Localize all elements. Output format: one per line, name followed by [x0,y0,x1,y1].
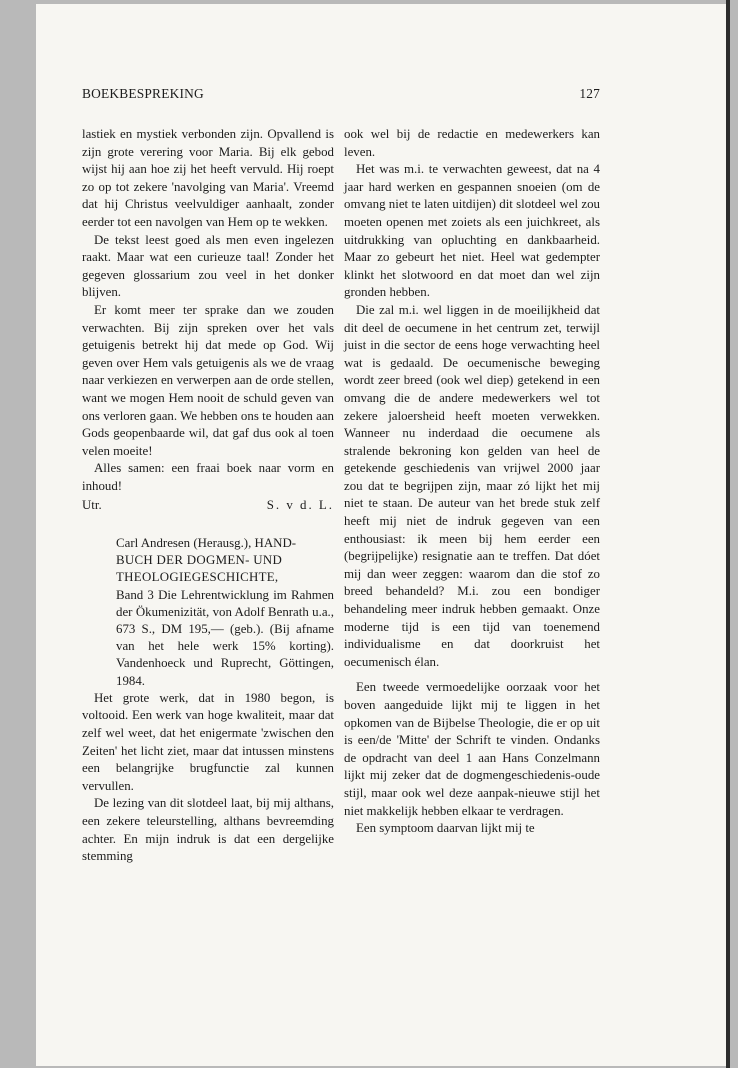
page-edge-shadow [726,0,730,1068]
review-author-line: Carl Andresen (Herausg.), HAND- [116,536,297,551]
page-number: 127 [579,86,600,101]
paragraph: Er komt meer ter sprake dan we zouden verwachten. Bij zijn spreken over het vals getuigenis betrekt hij dat mede op God. Wij geven over Hem vals getuigenis als we de vraag naar verkiezen en verwerpen aan de orde stellen, want we mogen Hem nooit de schuld geven van ons verloren gaan. We hebben ons te houden aan Gods geopenbaarde wil, dat gaf dus ook al toen velen moeite! [82,302,334,458]
paragraph: lastiek en mystiek verbonden zijn. Opvallend is zijn grote verering voor Maria. Bij elk gebod wijst hij aan hoe zij het heeft vervuld. Hij roept zo op tot zekere 'navolging van Maria'. Vreemd dat hij Christus veelvuldiger aanhaalt, zonder eerder tot een navolgen van Hem op te wekken. [82,127,334,229]
book-review-entry [116,535,334,690]
signature-initials: S. v d. L. [266,498,334,513]
paragraph: Die zal m.i. wel liggen in de moeilijkheid dat dit deel de oecumene in het centrum zet, terwijl juist in die sector de eens hoge verwachting heel wat is gedaald. De oecumenische beweging wordt zeer breed (ook wel diep) getekend in een omvang die de andere medewerkers wel tot zekere jaloersheid heeft moeten verwekken. Wanneer nu inderdaad die oecumene als stralende bekroning kon gelden van heel de getekende geschiedenis van vrijwel 2000 jaar zou dat te begrijpen zijn, maar zó lijkt het mij niet te staan. De auteur van het brede stuk zelf heeft mij niet de indruk gegeven van een enthousiast: ik meen bij hem eerder een (begrijpelijke) resignatie aan te treffen. Dat dóet mij dan weer zeggen: waarom dan die stof zo breed behandeld? M.i. zou een bondiger behandeling meer indruk hebben gemaakt. Onze moderne tijd is een tijd van toenemend individualisme en dat doorkruist het oecumenisch élan. [344,302,600,669]
paragraph: Alles samen: een fraai boek naar vorm en inhoud! [82,461,334,493]
section-title: BOEKBESPREKING [82,86,204,101]
paragraph: ook wel bij de redactie en medewerkers kan leven. [344,127,600,159]
review-title-line: BUCH DER DOGMEN- UND [116,553,283,568]
reviewer-signature [82,497,334,515]
paragraph: Een tweede vermoedelijke oorzaak voor het boven aangeduide lijkt mij te liggen in het opkomen van de Bijbelse Theologie, die er op uit is een/de 'Mitte' der Schrift te vinden. Ondanks de opdracht van deel 1 aan Hans Conzelmann lijkt mij zeker dat de dogmengeschiedenis-oude stijl, maar ook wel deze aanpak-nieuwe stijl het niet makkelijk hebben elkaar te verdragen. [344,680,600,818]
review-title-line: THEOLOGIEGESCHICHTE, [116,570,279,585]
paragraph: Het was m.i. te verwachten geweest, dat na 4 jaar hard werken en gespannen snoeien (om de omvang niet te laten uitdijen) dit slotdeel wel zou moeten openen met zoiets als een juichkreet, als uitdrukking van opluchting en dankbaarheid. Maar zo gebeurt het niet. Heel wat gedempter klinkt het slotwoord en dat moet dan wel zijn gronden hebben. [344,162,600,300]
signature-place: Utr. [82,498,102,513]
review-details: Band 3 Die Lehrentwicklung im Rahmen der Ökumenizität, von Adolf Benrath u.a., 673 S., DM 195,— (geb.). (Bij afname van het hele werk 15% korting). Vandenhoeck und Ruprecht, Göttingen, 1984. [116,587,334,688]
paragraph: Het grote werk, dat in 1980 begon, is voltooid. Een werk van hoge kwaliteit, maar dat zelf wel weet, dat het enigermate 'zwischen den Zeiten' het licht ziet, maar dat intussen minstens een belangrijke brugfunctie zal kunnen vervullen. [82,690,334,793]
paragraph: Een symptoom daarvan lijkt mij te [356,821,535,836]
paragraph: De tekst leest goed als men even ingelezen raakt. Maar wat een curieuze taal! Zonder het gegeven glossarium zou veel in het donker blijven. [82,232,334,300]
right-column [344,126,600,838]
paragraph: De lezing van dit slotdeel laat, bij mij althans, een zekere teleurstelling, althans bevreemding achter. En mijn indruk is dat een dergelijke stemming [82,796,334,864]
left-column [82,126,334,866]
